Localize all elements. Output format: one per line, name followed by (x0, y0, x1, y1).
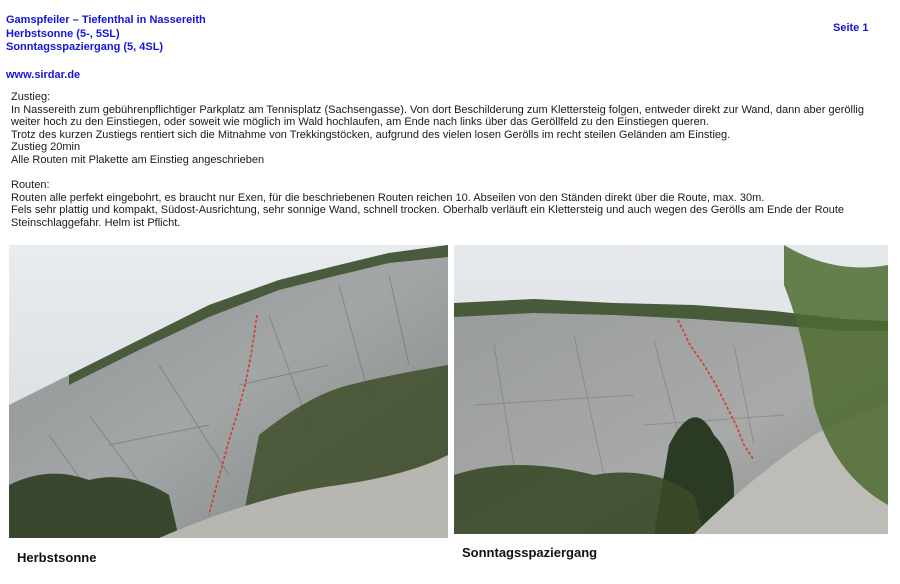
zustieg-time: Zustieg 20min (11, 141, 81, 154)
routen-paragraph-1: Routen alle perfekt eingebohrt, es braucht nur Exen, für die beschriebenen Routen reichen 10. Abseilen von den Ständen direkt über die Route, max. 30m. (11, 191, 765, 204)
header-title: Gamspfeiler – Tiefenthal in Nassereith (6, 14, 206, 26)
zustieg-note: Alle Routen mit Plakette am Einstieg angeschrieben (11, 153, 265, 166)
description-text (11, 91, 891, 230)
photo-sonntagsspaziergang (454, 245, 888, 534)
zustieg-heading: Zustieg: (11, 91, 51, 103)
site-link[interactable]: www.sirdar.de (6, 69, 81, 81)
routen-heading: Routen: (11, 179, 50, 192)
header-route-1: Herbstsonne (5-, 5SL) (6, 27, 120, 40)
header-route-2: Sonntagsspaziergang (5, 4SL) (6, 41, 164, 54)
routen-paragraph-2: Fels sehr plattig und kompakt, Südost-Ausrichtung, sehr sonnige Wand, schnell trocken. Oberhalb verläuft ein Klettersteig und auch wegen des Gerölls am Ende der Route Steinschlaggefahr. Helm ist Pflicht. (11, 204, 844, 229)
zustieg-paragraph-2: Trotz des kurzen Zustiegs rentiert sich die Mitnahme von Trekkingstöcken, aufgrund des vielen losen Gerölls im recht steilen Geländen am Einstieg. (11, 128, 731, 141)
zustieg-paragraph-1: In Nassereith zum gebührenpflichtiger Parkplatz am Tennisplatz (Sachsengasse). Von dort Beschilderung zum Klettersteig folgen, entweder direkt zur Wand, dann aber geröllig weiter hoch zu den Einstiegen, oder soweit wie möglich im Wald hochlaufen, am Ende nach links über das Geröllfeld zu den Einstiegen queren. (11, 103, 864, 129)
caption-sonntagsspaziergang: Sonntagsspaziergang (462, 545, 598, 560)
photo-herbstsonne (9, 245, 448, 538)
page-number: Seite 1 (833, 22, 869, 34)
document-header (6, 14, 206, 55)
caption-herbstsonne: Herbstsonne (17, 550, 97, 565)
